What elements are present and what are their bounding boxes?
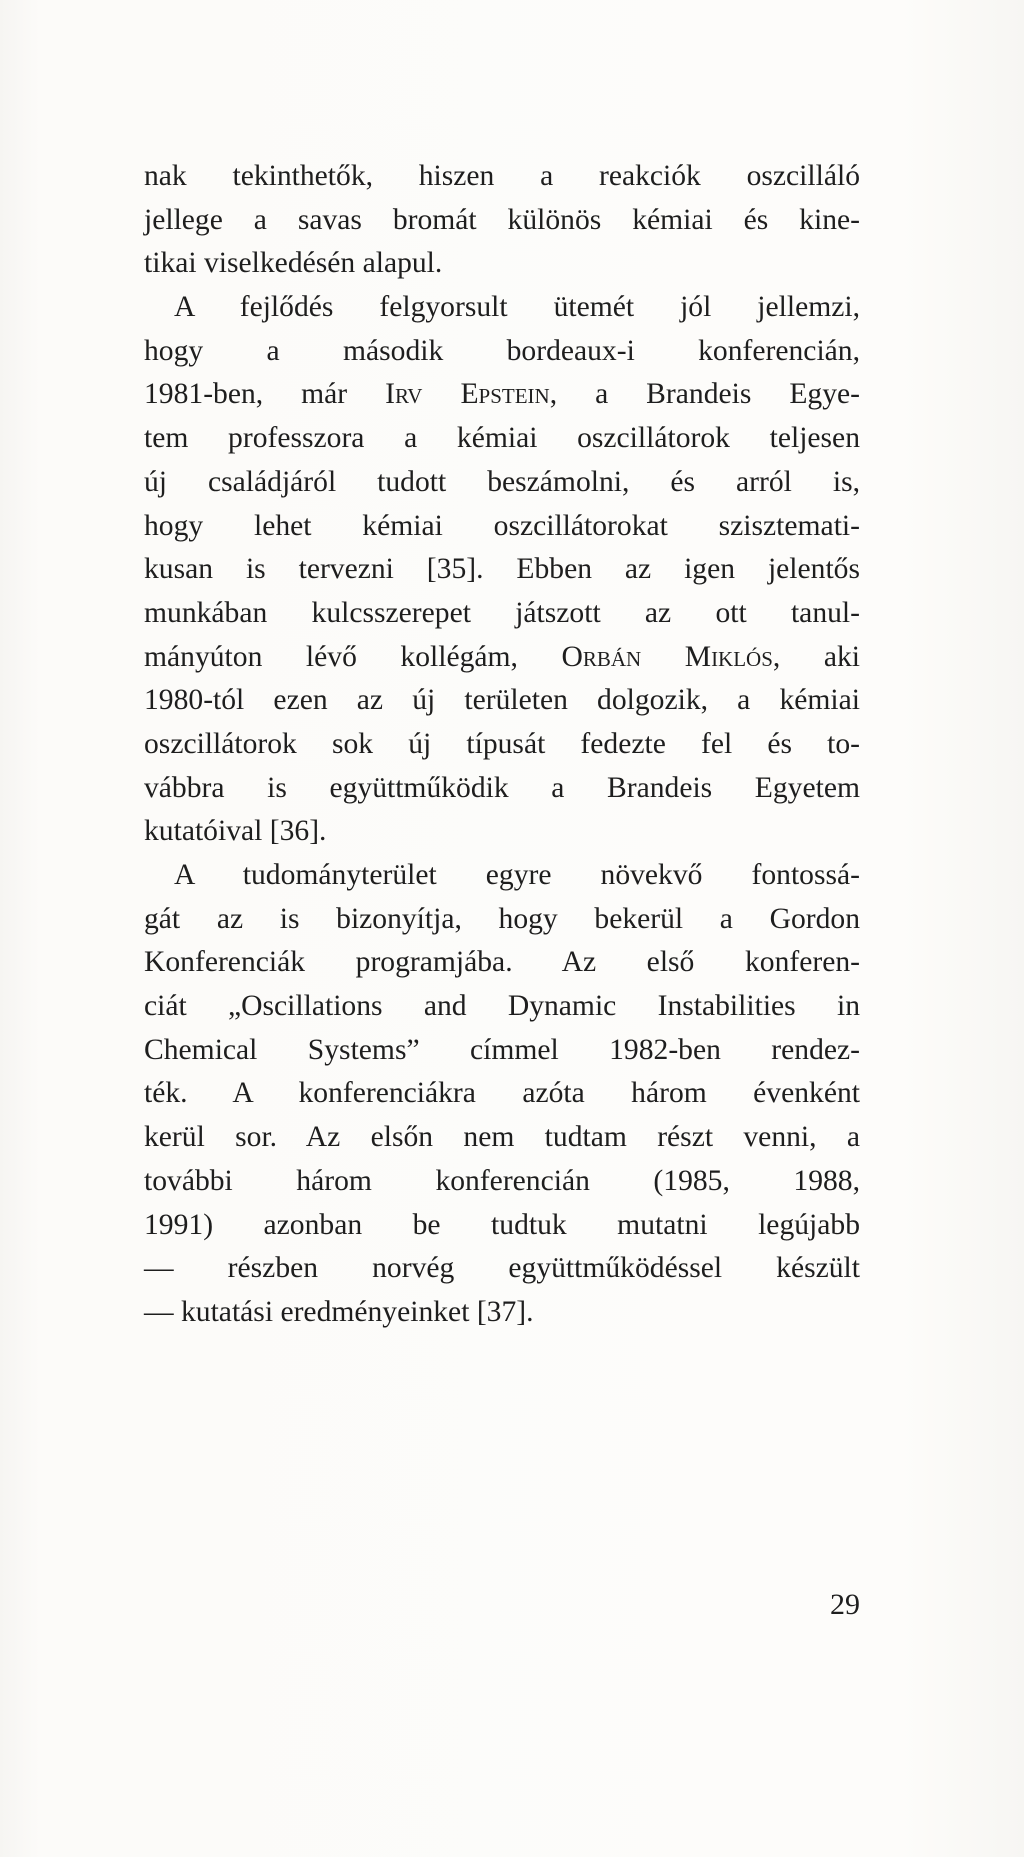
text-line: 1991) azonban be tudtuk mutatni legújabb xyxy=(144,1208,860,1241)
text-line: 1980-tól ezen az új területen dolgozik, a kémiai xyxy=(144,684,860,717)
body-text xyxy=(144,155,860,1335)
text-line: Chemical Systems” címmel 1982-ben rendez- xyxy=(144,1033,860,1066)
text-line xyxy=(144,373,860,417)
text-line: ciát „Oscillations and Dynamic Instabilities in xyxy=(144,990,860,1023)
text-line: gát az is bizonyítja, hogy bekerül a Gordon xyxy=(144,902,860,935)
text-line: vábbra is együttműködik a Brandeis Egyetem xyxy=(144,771,860,804)
text-fragment: , aki xyxy=(772,640,861,673)
text-line: tem professzora a kémiai oszcillátorok teljesen xyxy=(144,422,860,455)
text-line: nak tekinthetők, hiszen a reakciók oszcilláló xyxy=(144,160,860,192)
text-line: Konferenciák programjába. Az első konferen- xyxy=(144,946,860,979)
page-number: 29 xyxy=(830,1588,860,1621)
text-line: kutatóival [36]. xyxy=(144,815,327,848)
text-line: hogy lehet kémiai oszcillátorokat szisztemati- xyxy=(144,509,860,542)
text-fragment: 1981-ben, már xyxy=(144,378,386,411)
text-line: kerül sor. Az elsőn nem tudtam részt venni, a xyxy=(144,1121,860,1154)
text-line: jellege a savas bromát különös kémiai és kine- xyxy=(144,203,860,236)
text-fragment: mányúton lévő kollégám, xyxy=(144,640,562,673)
text-line: oszcillátorok sok új típusát fedezte fel és to- xyxy=(144,727,860,760)
text-line: ték. A konferenciákra azóta három évenként xyxy=(144,1077,860,1110)
text-line: hogy a második bordeaux-i konferencián, xyxy=(144,334,860,367)
person-name: Irv Epstein xyxy=(385,378,550,411)
text-line: A tudományterület egyre növekvő fontossá- xyxy=(174,859,860,891)
text-fragment: , a Brandeis Egye- xyxy=(549,378,861,411)
text-line: új családjáról tudott beszámolni, és arról is, xyxy=(144,465,860,498)
text-line: munkában kulcsszerepet játszott az ott tanul- xyxy=(144,596,860,629)
text-line xyxy=(144,636,860,680)
text-line: A fejlődés felgyorsult ütemét jól jellemzi, xyxy=(174,291,860,324)
person-name: Orbán Miklós xyxy=(561,640,773,673)
text-line: — kutatási eredményeinket [37]. xyxy=(144,1295,534,1328)
text-line: tikai viselkedésén alapul. xyxy=(144,247,443,280)
text-line: kusan is tervezni [35]. Ebben az igen jelentős xyxy=(144,553,860,586)
text-line: további három konferencián (1985, 1988, xyxy=(144,1164,860,1197)
text-line: — részben norvég együttműködéssel készült xyxy=(144,1252,860,1285)
